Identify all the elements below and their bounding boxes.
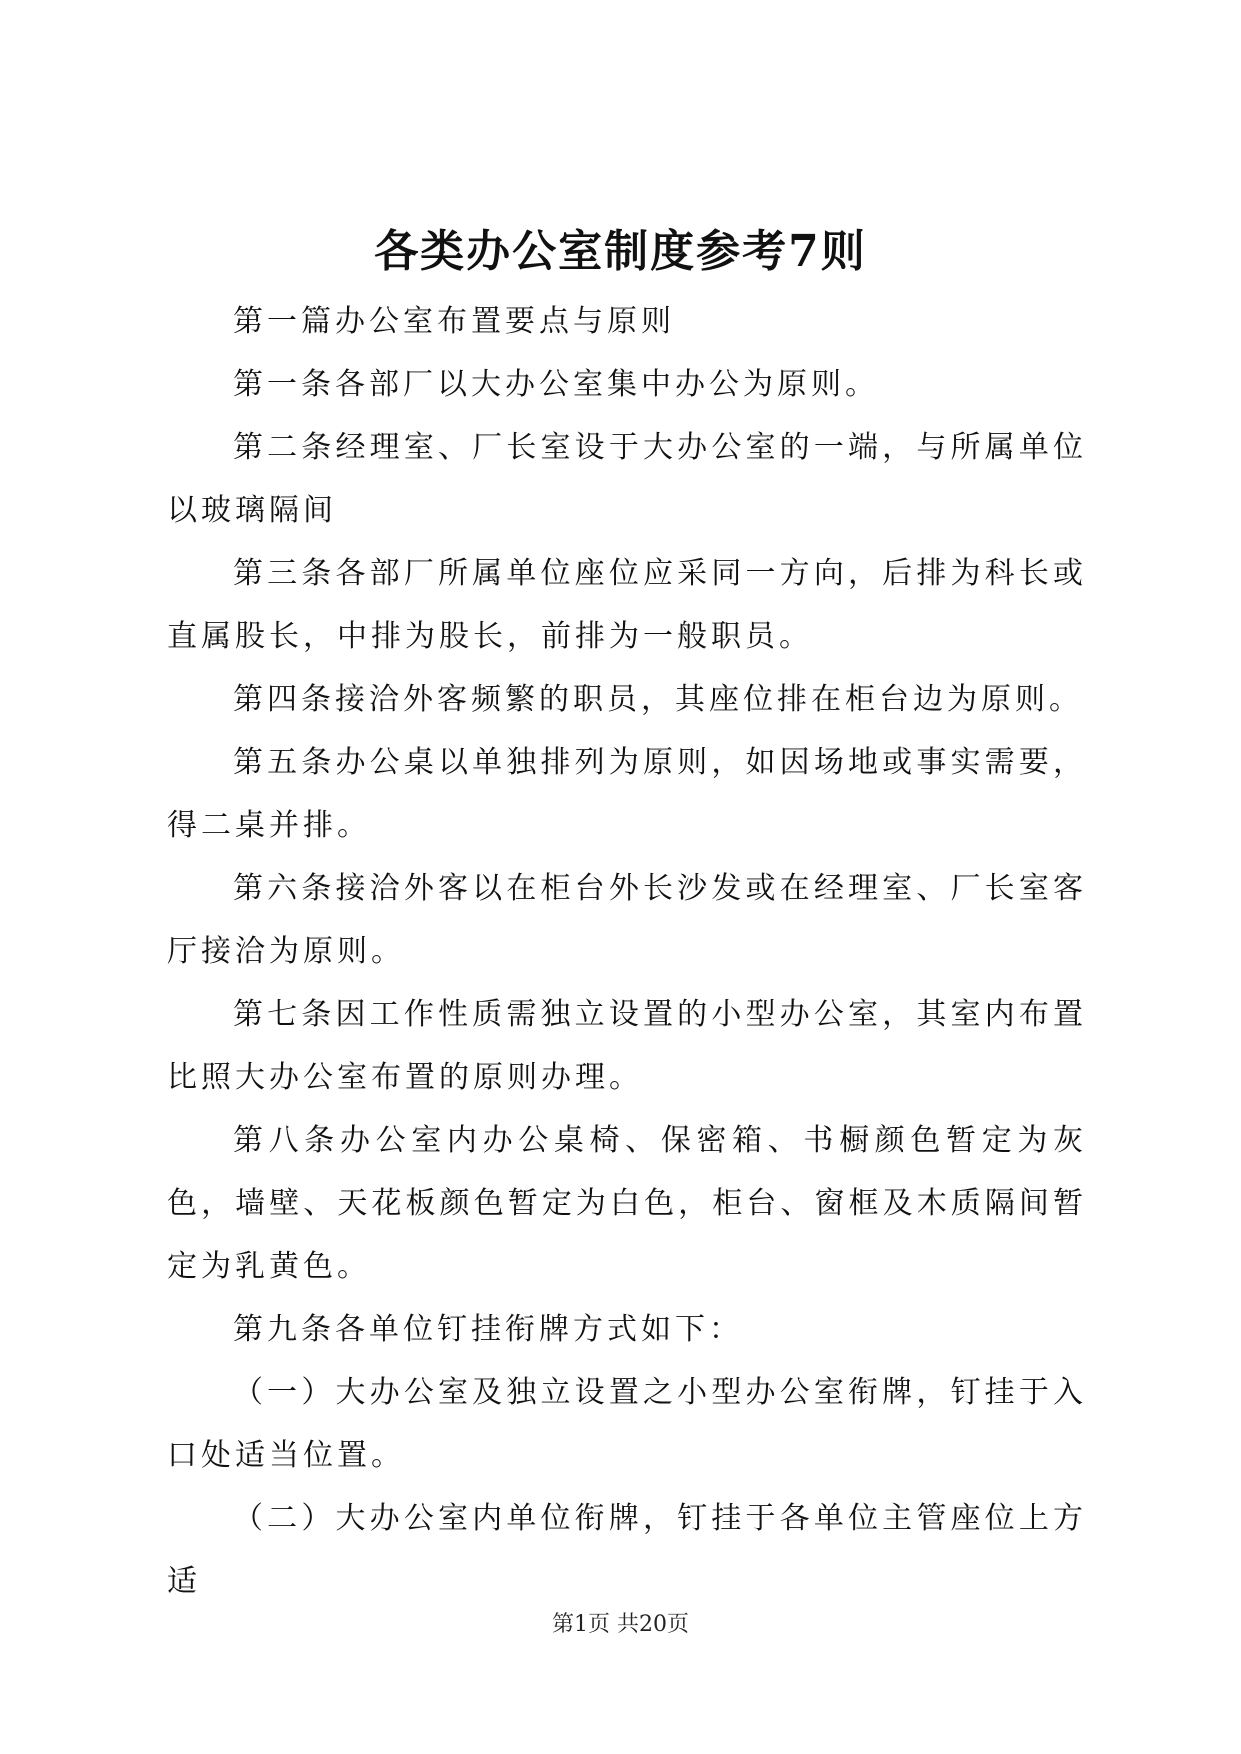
list-item: （一）大办公室及独立设置之小型办公室衔牌，钉挂于入口处适当位置。 bbox=[167, 1375, 1087, 1473]
document-body bbox=[167, 290, 1087, 1613]
paragraph: 第九条各单位钉挂衔牌方式如下： bbox=[233, 1312, 743, 1347]
paragraph: 第六条接洽外客以在柜台外长沙发或在经理室、厂长室客厅接洽为原则。 bbox=[167, 871, 1087, 969]
paragraph: 第八条办公室内办公桌椅、保密箱、书橱颜色暂定为灰色，墙壁、天花板颜色暂定为白色，柜台、窗框及木质隔间暂定为乳黄色。 bbox=[167, 1123, 1087, 1284]
paragraph: 第四条接洽外客频繁的职员，其座位排在柜台边为原则。 bbox=[233, 682, 1083, 717]
paragraph: 第一篇办公室布置要点与原则 bbox=[233, 304, 675, 339]
page-number-footer: 第1页 共20页 bbox=[552, 1612, 689, 1637]
document-title: 各类办公室制度参考7则 bbox=[374, 226, 867, 277]
paragraph: 第三条各部厂所属单位座位应采同一方向，后排为科长或直属股长，中排为股长，前排为一般职员。 bbox=[167, 556, 1087, 654]
paragraph: 第一条各部厂以大办公室集中办公为原则。 bbox=[233, 367, 879, 402]
paragraph: 第七条因工作性质需独立设置的小型办公室，其室内布置比照大办公室布置的原则办理。 bbox=[167, 997, 1087, 1095]
list-item: （二）大办公室内单位衔牌，钉挂于各单位主管座位上方适 bbox=[167, 1501, 1087, 1599]
paragraph: 第二条经理室、厂长室设于大办公室的一端，与所属单位以玻璃隔间 bbox=[167, 430, 1087, 528]
paragraph: 第五条办公桌以单独排列为原则，如因场地或事实需要，得二桌并排。 bbox=[167, 745, 1087, 843]
